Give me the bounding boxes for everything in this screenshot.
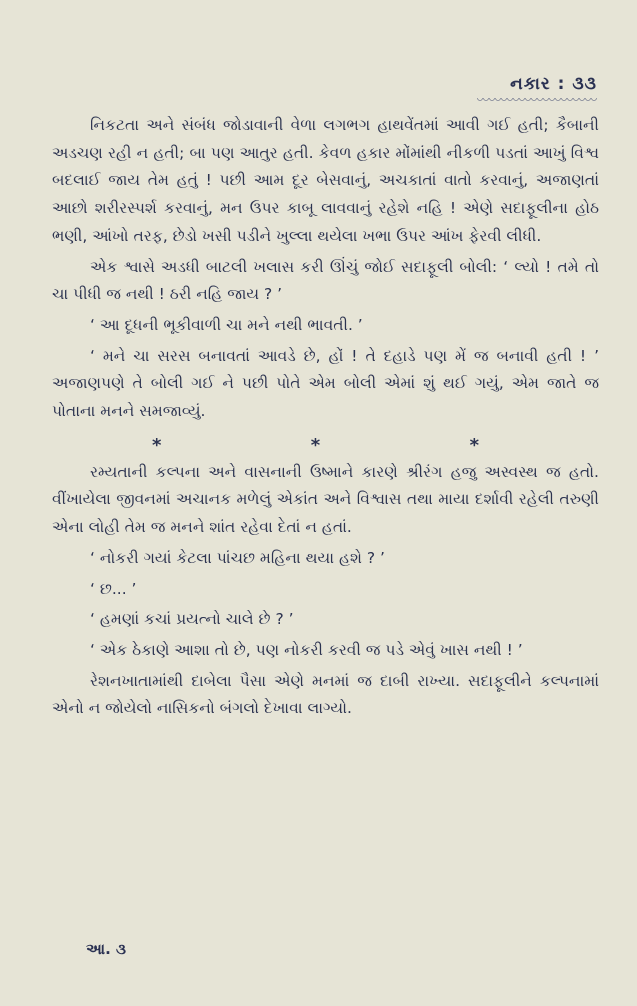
separator-star: * xyxy=(469,434,479,456)
header-wavy-rule xyxy=(477,98,597,102)
page-header xyxy=(477,74,597,102)
body-text xyxy=(52,112,599,726)
paragraph: ‘ છ... ’ xyxy=(90,579,137,598)
section-separator xyxy=(52,429,599,459)
separator-star: * xyxy=(310,434,321,456)
separator-star: * xyxy=(152,434,162,456)
paragraph: ‘ આ દૂધની ભૂકીવાળી ચા મને નથી ભાવતી. ’ xyxy=(90,315,363,334)
paragraph: રેશનખાતામાંથી દાબેલા પૈસા એણે મનમાં જ દાબી રાખ્યા. સદાફૂલીને કલ્પનામાં એનો ન જોયેલો નાસિકનો બંગલો દેખાવા લાગ્યો. xyxy=(52,671,599,718)
paragraph: ‘ મને ચા સરસ બનાવતાં આવડે છે, હોં ! તે દહાડે પણ મેં જ બનાવી હતી ! ’ અજાણપણે તે બોલી ગઈ ને પછી પોતે એમ બોલી એમાં શું થઈ ગયું, એમ જાતે જ પોતાના મનને સમજાવ્યું. xyxy=(52,346,599,421)
paragraph: રમ્યતાની કલ્પના અને વાસનાની ઉષ્માને કારણે શ્રીરંગ હજુ અસ્વસ્થ જ હતો. વીંખાયેલા જીવનમાં અચાનક મળેલું એકાંત અને વિશ્વાસ તથા માયા દર્શાવી રહેલી તરુણી એના લોહી તેમ જ મનને શાંત રહેવા દેતાં ન હતાં. xyxy=(52,462,599,537)
paragraph: ‘ એક ઠેકાણે આશા તો છે, પણ નોકરી કરવી જ પડે એવું ખાસ નથી ! ’ xyxy=(90,640,523,659)
signature-mark: આ. ૩ xyxy=(86,940,126,958)
paragraph: ‘ હમણાં કચાં પ્રયત્નો ચાલે છે ? ’ xyxy=(90,610,294,629)
paragraph: ‘ નોકરી ગયાં કેટલા પાંચછ મહિના થયા હશે ? ’ xyxy=(90,548,385,567)
paragraph: એક શ્વાસે અડધી બાટલી ખલાસ કરી ઊંચું જોઈ સદાફૂલી બોલી: ‘ લ્યો ! તમે તો ચા પીધી જ નથી ! ઠરી નહિ જાય ? ’ xyxy=(52,257,599,304)
paragraph: નિકટતા અને સંબંધ જોડાવાની વેળા લગભગ હાથવેંતમાં આવી ગઈ હતી; કૈબાની અડચણ રહી ન હતી; બા પણ આતુર હતી. કેવળ હકાર મોંમાંથી નીકળી પડતાં આખું વિશ્વ બદલાઈ જાય તેમ હતું ! પછી આમ દૂર બેસવાનું, અચકાતાં વાતો કરવાનું, અજાણતાં આછો શરીરસ્પર્શ કરવાનું, મન ઉપર કાબૂ લાવવાનું રહેશે નહિ ! એણે સદાફૂલીના હોઠ ભણી, આંખો તરફ, છેડો ખસી પડીને ખુલ્લા થયેલા ખભા ઉપર આંખ ફેરવી લીધી. xyxy=(52,116,599,245)
page-header-title: નકાર : ૩૩ xyxy=(510,74,597,94)
